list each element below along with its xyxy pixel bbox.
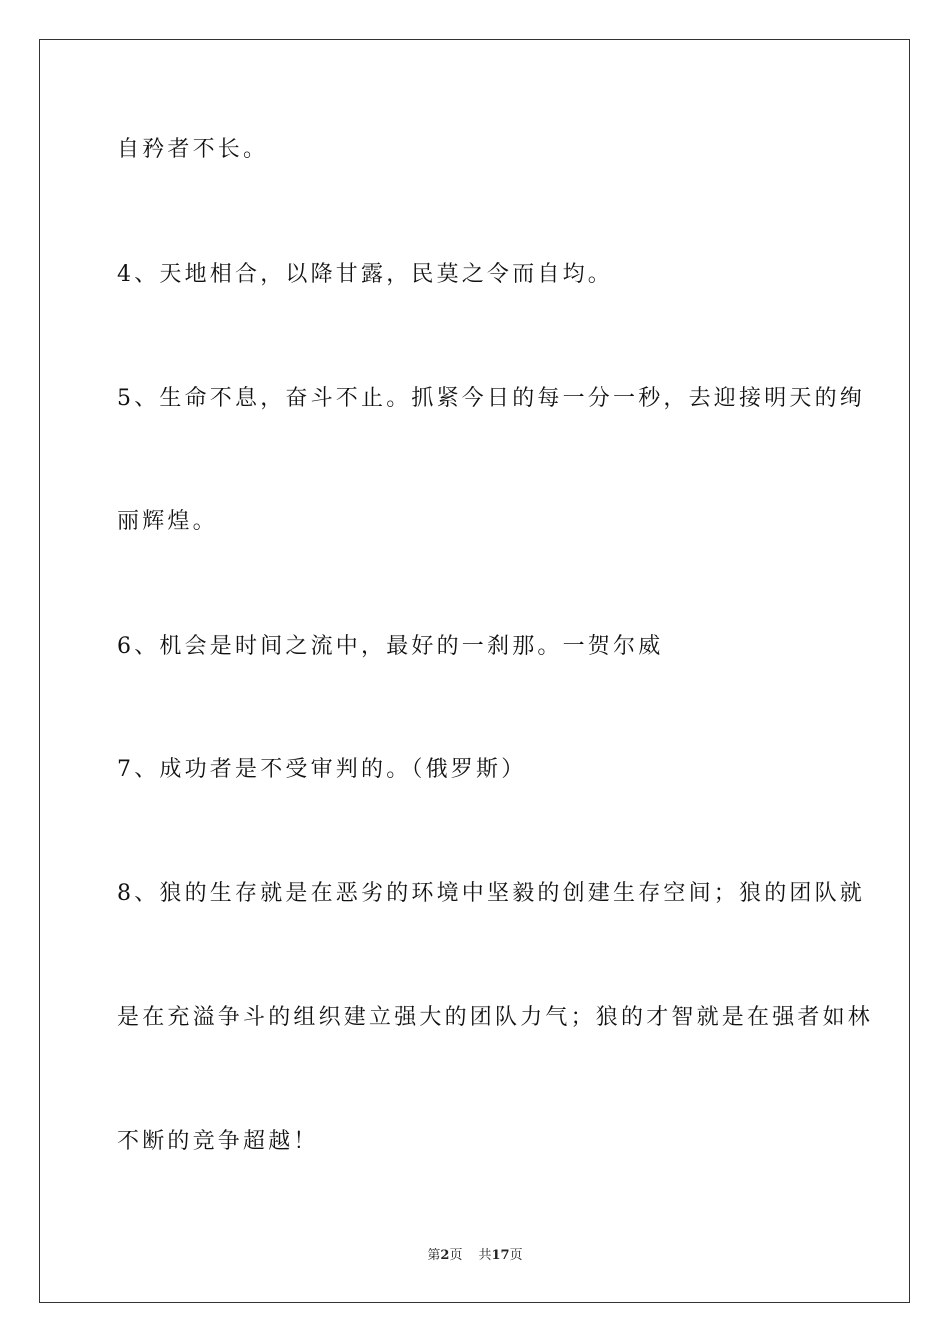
page-prefix: 第 [427, 1248, 441, 1263]
total-page-number: 17 [491, 1248, 510, 1263]
total-prefix: 共 [478, 1248, 492, 1263]
text-line: 是在充溢争斗的组织建立强大的团队力气；狼的才智就是在强者如林 [117, 1005, 874, 1030]
page-suffix: 页 [449, 1248, 463, 1263]
page-footer [0, 1247, 950, 1265]
page-border [39, 39, 910, 1303]
text-line: 8、狼的生存就是在恶劣的环境中坚毅的创建生存空间；狼的团队就 [117, 881, 865, 906]
text-line: 丽辉煌。 [117, 509, 218, 534]
text-line: 6、机会是时间之流中，最好的一刹那。一贺尔威 [117, 634, 664, 659]
text-line: 7、成功者是不受审判的。（俄罗斯） [117, 757, 527, 782]
current-page-number: 2 [440, 1248, 450, 1263]
total-suffix: 页 [509, 1248, 523, 1263]
text-line: 不断的竞争超越！ [117, 1129, 319, 1154]
text-line: 5、生命不息，奋斗不止。抓紧今日的每一分一秒，去迎接明天的绚 [117, 386, 865, 411]
text-line: 4、天地相合，以降甘露，民莫之令而自均。 [117, 262, 613, 287]
text-line: 自矜者不长。 [117, 137, 269, 162]
